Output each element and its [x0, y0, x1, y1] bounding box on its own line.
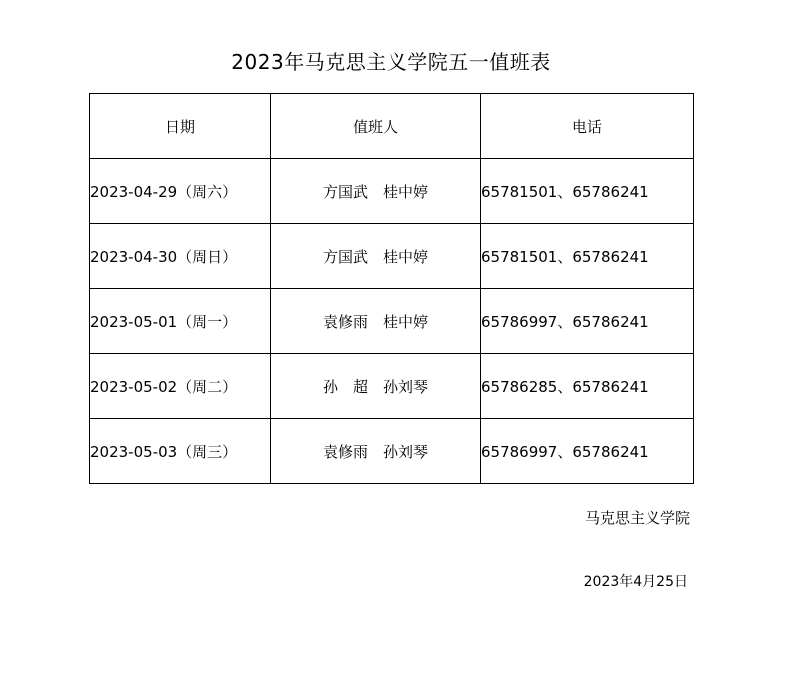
table-header-row — [90, 94, 694, 159]
row-person: 方国武 桂中婷 — [271, 224, 481, 289]
issuing-organization: 马克思主义学院 — [584, 509, 690, 527]
page-title: 2023年马克思主义学院五一值班表 — [231, 50, 551, 74]
row-phone: 65786285、65786241 — [481, 354, 694, 419]
row-phone: 65781501、65786241 — [481, 159, 694, 224]
row-date: 2023-04-30（周日） — [90, 224, 271, 289]
row-date: 2023-04-29（周六） — [90, 159, 271, 224]
row-person: 孙 超 孙刘琴 — [271, 354, 481, 419]
table-row — [90, 159, 694, 224]
table-row — [90, 354, 694, 419]
table-row — [90, 419, 694, 484]
table-row — [90, 224, 694, 289]
header-person: 值班人 — [271, 94, 481, 159]
row-date: 2023-05-01（周一） — [90, 289, 271, 354]
row-phone: 65786997、65786241 — [481, 419, 694, 484]
row-phone: 65781501、65786241 — [481, 224, 694, 289]
header-date: 日期 — [90, 94, 271, 159]
duty-table — [89, 93, 694, 484]
row-phone: 65786997、65786241 — [481, 289, 694, 354]
header-phone: 电话 — [481, 94, 694, 159]
row-person: 袁修雨 孙刘琴 — [271, 419, 481, 484]
row-person: 方国武 桂中婷 — [271, 159, 481, 224]
table-row — [90, 289, 694, 354]
row-date: 2023-05-02（周二） — [90, 354, 271, 419]
row-date: 2023-05-03（周三） — [90, 419, 271, 484]
issue-date: 2023年4月25日 — [583, 574, 688, 590]
row-person: 袁修雨 桂中婷 — [271, 289, 481, 354]
